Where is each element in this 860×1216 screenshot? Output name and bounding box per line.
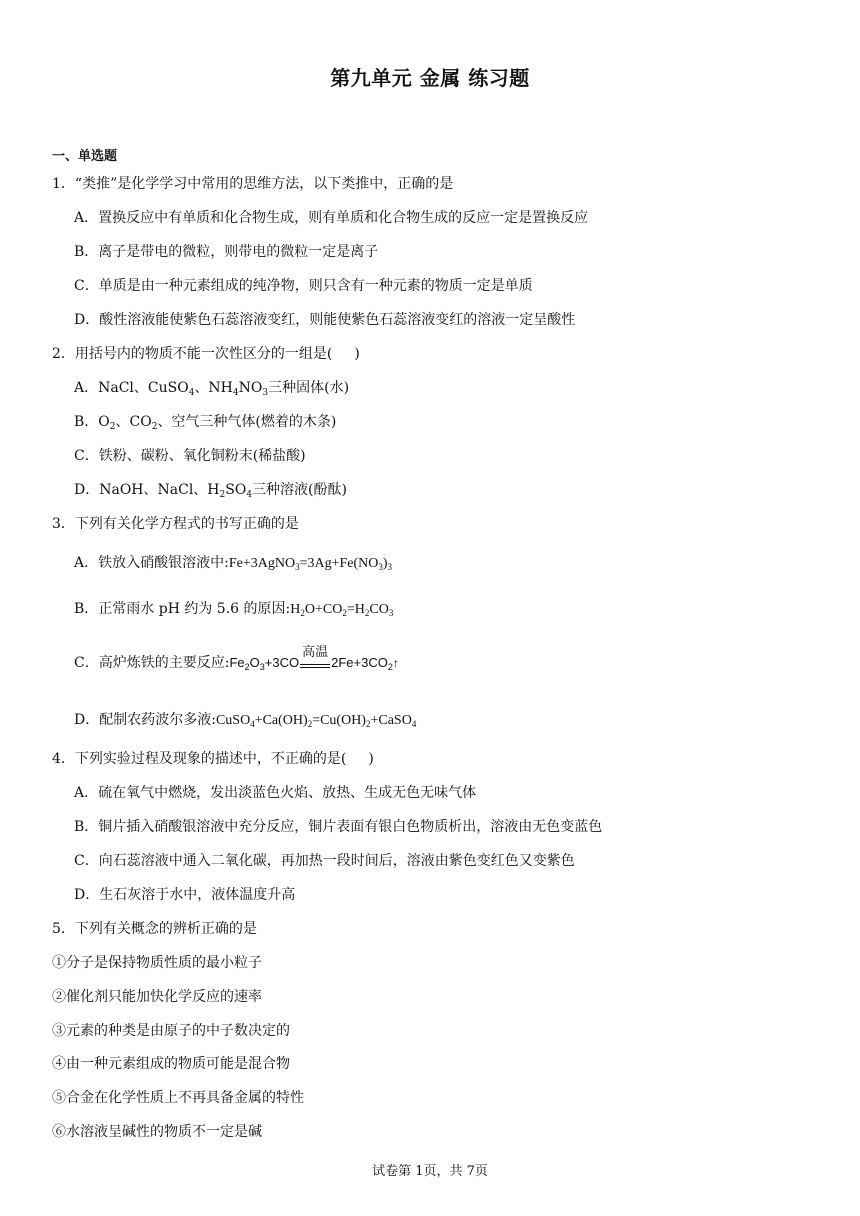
statement-1: ①分子是保持物质性质的最小粒子 [52,955,262,971]
question-3-option-d [74,709,416,729]
page-footer: 试卷第 1页，共 7页 [372,1164,488,1179]
statement-5: ⑤合金在化学性质上不再具备金属的特性 [52,1090,304,1106]
question-2-stem-end: ) [354,346,360,362]
question-3-option-c [74,645,399,672]
question-4-option-a: A．硫在氧气中燃烧，发出淡蓝色火焰、放热、生成无色无味气体 [74,785,477,801]
question-3-option-b [74,598,393,618]
statement-4: ④由一种元素组成的物质可能是混合物 [52,1056,290,1072]
option-d-label: D．配制农药波尔多液: [74,712,216,728]
question-4-option-c: C．向石蕊溶液中通入二氧化碳，再加热一段时间后，溶液由紫色变红色又变紫色 [74,853,575,869]
equation-a: $Fe+3AgNO_3=3Ag+Fe(NO_3)_3$ [228,556,393,572]
question-1-option-d: D．酸性溶液能使紫色石蕊溶液变红，则能使紫色石蕊溶液变红的溶液一定呈酸性 [74,312,576,328]
question-4-stem-end: ) [368,751,374,767]
question-4-stem-text: 4．下列实验过程及现象的描述中，不正确的是( [52,751,347,767]
question-2-option-a: A．NaCl、CuSO$_4$、$NH_4NO_3$三种固体(水) [74,380,350,398]
option-b-label: B．正常雨水 pH 约为 5.6 的原因: [74,601,291,617]
question-5-stem: 5．下列有关概念的辨析正确的是 [52,921,257,937]
page-title: 第九单元 金属 练习题 [330,66,530,90]
question-2-stem [52,343,360,363]
question-1-option-c: C．单质是由一种元素组成的纯净物，则只含有一种元素的物质一定是单质 [74,278,533,294]
question-3-option-a [74,552,392,572]
option-c-label: C．高炉炼铁的主要反应: [74,655,230,671]
equation-d: $CuSO_4+Ca(OH)_2=Cu(OH)_2+CaSO_4$ [215,713,417,729]
reaction-condition: 高温 [300,657,330,672]
question-4-stem [52,748,374,768]
question-2-stem-text: 2．用括号内的物质不能一次性区分的一组是( [52,346,333,362]
question-4-option-d: D．生石灰溶于水中，液体温度升高 [74,887,296,903]
option-a-label: A．铁放入硝酸银溶液中: [74,555,229,571]
question-1-stem: 1．“类推”是化学学习中常用的思维方法，以下类推中，正确的是 [52,176,454,192]
equation-c: $Fe_2O_3+3CO$ 高温 $2Fe+3CO_2↑$ [229,645,399,672]
statement-3: ③元素的种类是由原子的中子数决定的 [52,1023,290,1039]
question-2-option-c: C．铁粉、碳粉、氧化铜粉末(稀盐酸) [74,448,306,464]
gas-arrow-icon: ↑ [392,656,399,670]
question-4-option-b: B．铜片插入硝酸银溶液中充分反应，铜片表面有银白色物质析出，溶液由无色变蓝色 [74,819,603,835]
question-3-stem: 3．下列有关化学方程式的书写正确的是 [52,516,299,532]
question-1-option-a: A．置换反应中有单质和化合物生成，则有单质和化合物生成的反应一定是置换反应 [74,210,589,226]
statement-6: ⑥水溶液呈碱性的物质不一定是碱 [52,1124,262,1140]
question-1-option-b: B．离子是带电的微粒，则带电的微粒一定是离子 [74,244,379,260]
equation-b: $H_2O+CO_2=H_2CO_3$ [290,602,394,618]
section-heading: 一、单选题 [52,149,118,164]
question-2-option-b: B．$O_2$、$CO_2$、空气三种气体(燃着的木条) [74,414,337,432]
statement-2: ②催化剂只能加快化学反应的速率 [52,989,262,1005]
question-2-option-d: D．NaOH、NaCl、$H_2SO_4$三种溶液(酚酞) [74,482,347,500]
